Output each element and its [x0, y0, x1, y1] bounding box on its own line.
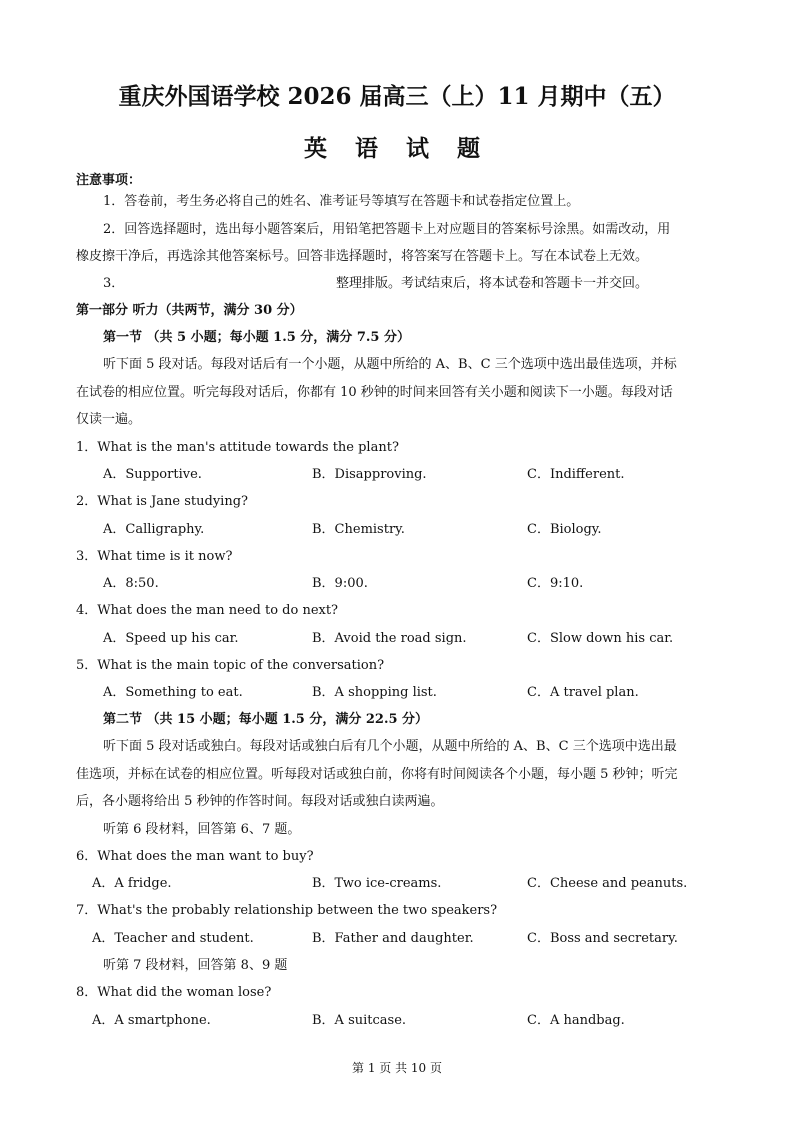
section2-heading: 第二节 （共 15 小题；每小题 1.5 分，满分 22.5 分） — [103, 712, 429, 727]
section2-instruction-1: 听下面 5 段对话或独白。每段对话或独白后有几个小题，从题中所给的 A、B、C 三个选项中选出最 — [103, 739, 677, 754]
question-8: 8．What did the woman lose? — [76, 985, 272, 1000]
q4-option-b: B．Avoid the road sign. — [312, 631, 467, 646]
section1-instruction-3: 仅读一遍。 — [76, 412, 142, 427]
q3-option-a: A．8:50. — [103, 576, 159, 591]
q6-option-c: C．Cheese and peanuts. — [527, 876, 688, 891]
material-6-instruction: 听第 6 段材料，回答第 6、7 题。 — [103, 822, 301, 837]
notice-item-2-line-1: 2．回答选择题时，选出每小题答案后，用铅笔把答题卡上对应题目的答案标号涂黑。如需改动，用 — [103, 222, 671, 237]
question-4: 4．What does the man need to do next? — [76, 603, 339, 618]
q2-option-a: A．Calligraphy. — [103, 522, 205, 537]
q8-option-a: A．A smartphone. — [92, 1013, 211, 1028]
section2-instruction-2: 佳选项，并标在试卷的相应位置。听每段对话或独白前，你将有时间阅读各个小题，每小题 5 秒钟；听完 — [76, 767, 678, 782]
q1-option-c: C．Indifferent. — [527, 467, 625, 482]
notice-item-3-text: 整理排版。考试结束后，将本试卷和答题卡一并交回。 — [336, 276, 649, 291]
page-title: 重庆外国语学校 2026 届高三（上）11 月期中（五） — [118, 83, 676, 110]
q5-option-b: B．A shopping list. — [312, 685, 437, 700]
part1-heading: 第一部分 听力（共两节，满分 30 分） — [76, 303, 303, 318]
q2-option-b: B．Chemistry. — [312, 522, 405, 537]
notice-item-2-line-2: 橡皮擦干净后，再选涂其他答案标号。回答非选择题时，将答案写在答题卡上。写在本试卷上无效。 — [76, 249, 649, 264]
material-7-instruction: 听第 7 段材料，回答第 8、9 题 — [103, 958, 288, 973]
question-1: 1．What is the man's attitude towards the plant? — [76, 440, 399, 455]
section2-instruction-3: 后，各小题将给出 5 秒钟的作答时间。每段对话或独白读两遍。 — [76, 794, 444, 809]
question-7: 7．What's the probably relationship between the two speakers? — [76, 903, 498, 918]
notice-heading: 注意事项： — [76, 173, 142, 188]
notice-item-1: 1．答卷前，考生务必将自己的姓名、准考证号等填写在答题卡和试卷指定位置上。 — [103, 194, 580, 209]
notice-item-3-number: 3． — [103, 276, 125, 291]
q8-option-c: C．A handbag. — [527, 1013, 625, 1028]
section1-instruction-1: 听下面 5 段对话。每段对话后有一个小题，从题中所给的 A、B、C 三个选项中选出最佳选项，并标 — [103, 357, 677, 372]
q3-option-c: C．9:10. — [527, 576, 584, 591]
question-3: 3．What time is it now? — [76, 549, 233, 564]
q4-option-c: C．Slow down his car. — [527, 631, 674, 646]
q7-option-a: A．Teacher and student. — [92, 931, 254, 946]
q5-option-a: A．Something to eat. — [103, 685, 243, 700]
q7-option-b: B．Father and daughter. — [312, 931, 474, 946]
q4-option-a: A．Speed up his car. — [103, 631, 239, 646]
q3-option-b: B．9:00. — [312, 576, 368, 591]
q7-option-c: C．Boss and secretary. — [527, 931, 678, 946]
q1-option-a: A．Supportive. — [103, 467, 202, 482]
q2-option-c: C．Biology. — [527, 522, 602, 537]
q6-option-a: A．A fridge. — [92, 876, 172, 891]
page-footer: 第 1 页 共 10 页 — [352, 1061, 442, 1075]
section1-heading: 第一节 （共 5 小题；每小题 1.5 分，满分 7.5 分） — [103, 330, 410, 345]
q6-option-b: B．Two ice-creams. — [312, 876, 442, 891]
page-subtitle: 英 语 试 题 — [303, 135, 491, 162]
question-5: 5．What is the main topic of the conversation? — [76, 658, 385, 673]
question-6: 6．What does the man want to buy? — [76, 849, 314, 864]
q8-option-b: B．A suitcase. — [312, 1013, 407, 1028]
section1-instruction-2: 在试卷的相应位置。听完每段对话后，你都有 10 秒钟的时间来回答有关小题和阅读下一小题。每段对话 — [76, 385, 673, 400]
q5-option-c: C．A travel plan. — [527, 685, 639, 700]
question-2: 2．What is Jane studying? — [76, 494, 248, 509]
q1-option-b: B．Disapproving. — [312, 467, 427, 482]
